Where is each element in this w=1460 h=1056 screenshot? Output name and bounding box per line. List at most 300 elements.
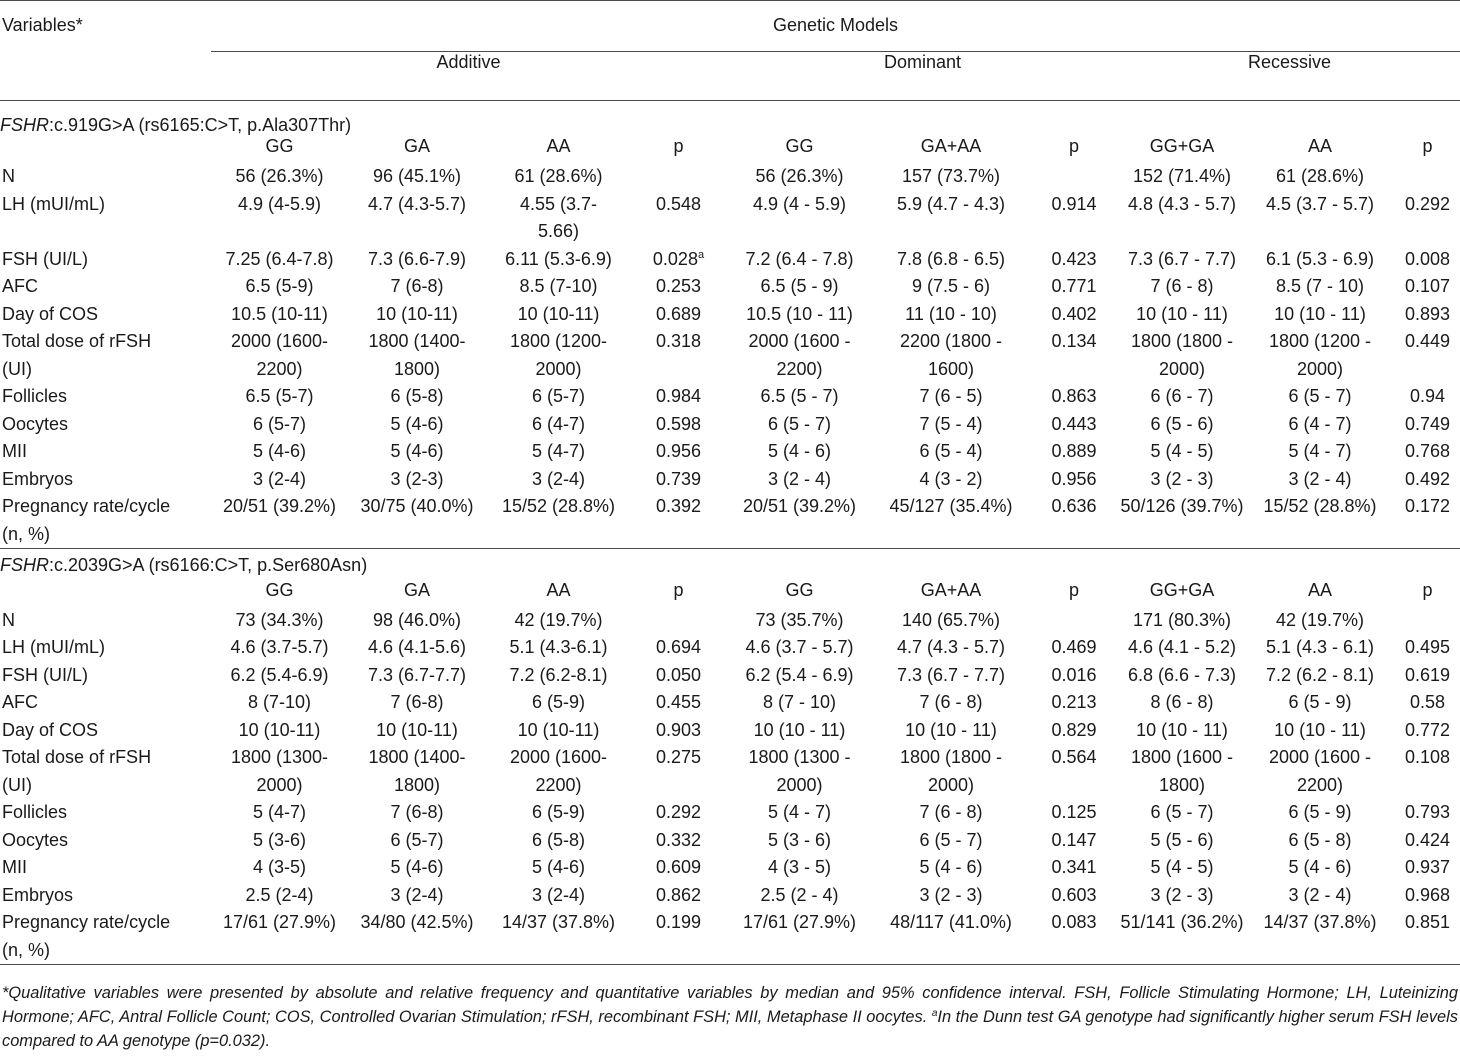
cell-value: 5 (4-6) xyxy=(390,441,444,461)
table-cell xyxy=(1119,273,1245,301)
cell-value: 2000) xyxy=(256,774,303,795)
cell-value: 0.863 xyxy=(1051,386,1097,406)
cell-value: 10 (10-11) xyxy=(376,303,458,324)
cell-value: 0.564 xyxy=(1051,747,1097,767)
row-label-line: (n, %) xyxy=(2,523,51,544)
table-cell xyxy=(1029,191,1119,246)
cell-value: 3 (2 - 3) xyxy=(1150,468,1214,489)
table-cell xyxy=(1245,607,1395,635)
cell-value: 14/37 (37.8%) xyxy=(501,912,616,932)
cell-value: 0.636 xyxy=(1051,496,1097,516)
cell-value: 1800 (1800 - xyxy=(899,747,1003,767)
table-cell xyxy=(1395,191,1460,246)
table-cell xyxy=(1245,634,1395,662)
table-cell xyxy=(1245,328,1395,383)
table-cell xyxy=(873,799,1029,827)
table-cell xyxy=(486,854,631,882)
cell-value: 5 (3 - 6) xyxy=(767,829,832,850)
cell-value: 10.5 (10-11) xyxy=(231,303,328,324)
cell-value: 4.6 (3.7 - 5.7) xyxy=(745,637,854,657)
cell-value: 6 (5-7) xyxy=(390,829,444,850)
table-cell xyxy=(211,191,348,246)
row-label-line: Embryos xyxy=(2,468,74,489)
table-cell xyxy=(1245,466,1395,494)
table-cell xyxy=(726,301,873,329)
table-cell xyxy=(1119,493,1245,549)
cell-value: 0.956 xyxy=(1051,468,1097,489)
table-cell xyxy=(873,909,1029,965)
cell-value: 10 (10-11) xyxy=(238,719,321,740)
table-cell xyxy=(873,438,1029,466)
cell-value: 7.3 (6.6-7.9) xyxy=(367,248,467,269)
cell-value: 61 (28.6%) xyxy=(514,166,603,186)
cell-value: 5 (4 - 5) xyxy=(1150,441,1214,461)
genotype-column-header: p xyxy=(1068,579,1079,600)
row-label-line: AFC xyxy=(2,276,38,296)
cell-value: 10 (10-11) xyxy=(517,719,600,740)
cell-value: 0.772 xyxy=(1405,719,1451,740)
table-cell xyxy=(726,273,873,301)
table-cell xyxy=(1119,689,1245,717)
table-row xyxy=(0,411,1460,439)
cell-value: 6 (5 - 8) xyxy=(1288,829,1352,850)
table-cell xyxy=(1029,163,1119,191)
table-cell xyxy=(348,689,486,717)
table-cell xyxy=(348,717,486,745)
genotype-column-header: p xyxy=(673,579,684,600)
cell-value: 5 (4 - 5) xyxy=(1150,857,1214,877)
table-row xyxy=(0,163,1460,191)
cell-value: 4.6 (3.7-5.7) xyxy=(230,637,329,657)
table-cell xyxy=(211,163,348,191)
cell-value: 50/126 (39.7%) xyxy=(1120,496,1244,516)
table-cell xyxy=(726,411,873,439)
table-cell xyxy=(211,273,348,301)
cell-value: 7 (6-8) xyxy=(390,276,444,296)
table-cell xyxy=(631,163,726,191)
cell-value: 0.469 xyxy=(1051,637,1097,657)
cell-value: 6 (4 - 7) xyxy=(1288,413,1352,434)
row-label xyxy=(0,163,211,191)
cell-value: 5 (4 - 7) xyxy=(767,802,832,822)
genotype-column-header: AA xyxy=(1307,579,1332,600)
cell-value: 7.2 (6.2-8.1) xyxy=(509,664,608,685)
cell-value: 42 (19.7%) xyxy=(1275,609,1365,630)
cell-value: 0.893 xyxy=(1405,303,1451,324)
cell-value: 20/51 (39.2%) xyxy=(742,496,857,516)
cell-value: 7 (6-8) xyxy=(390,802,444,822)
cell-value: 15/52 (28.8%) xyxy=(1263,496,1377,516)
table-cell xyxy=(211,744,348,799)
cell-value: 171 (80.3%) xyxy=(1132,609,1232,630)
table-cell xyxy=(726,493,873,549)
table-cell xyxy=(1395,799,1460,827)
row-label-line: Embryos xyxy=(2,884,74,905)
cell-value: 3 (2-4) xyxy=(390,884,444,905)
table-cell xyxy=(726,383,873,411)
table-cell xyxy=(873,827,1029,855)
cell-value: 1800) xyxy=(1158,774,1206,795)
cell-value: 4.6 (4.1-5.6) xyxy=(367,637,467,657)
cell-value: 2000) xyxy=(1296,358,1344,379)
table-cell xyxy=(211,717,348,745)
row-label xyxy=(0,328,211,383)
cell-value: 0.968 xyxy=(1405,884,1451,905)
table-cell xyxy=(486,799,631,827)
row-label xyxy=(0,301,211,329)
cell-value: 2200) xyxy=(776,358,823,379)
row-label-line: (UI) xyxy=(2,358,32,379)
cell-value: 0.392 xyxy=(655,496,702,516)
table-cell xyxy=(486,383,631,411)
section-rs6165 xyxy=(0,101,1460,549)
cell-value: 9 (7.5 - 6) xyxy=(911,276,991,296)
table-cell xyxy=(873,328,1029,383)
cell-value: 10 (10-11) xyxy=(376,719,458,740)
table-cell xyxy=(486,191,631,246)
cell-value: 6.5 (5 - 9) xyxy=(760,276,839,296)
cell-value: 20/51 (39.2%) xyxy=(222,496,337,516)
snp-title-row xyxy=(0,101,1460,137)
row-label xyxy=(0,493,211,549)
cell-value: 0.125 xyxy=(1051,802,1097,822)
cell-value: 6.8 (6.6 - 7.3) xyxy=(1127,664,1237,685)
cell-value: 11 (10 - 10) xyxy=(905,303,997,324)
row-label-line: Follicles xyxy=(2,802,68,822)
cell-value: 1800) xyxy=(393,774,441,795)
table-cell xyxy=(1395,411,1460,439)
cell-value: 4 (3 - 2) xyxy=(919,468,983,489)
table-cell xyxy=(486,163,631,191)
cell-value: 0.107 xyxy=(1405,276,1451,296)
cell-value: 2000) xyxy=(776,774,823,795)
table-cell xyxy=(1029,634,1119,662)
table-cell xyxy=(631,383,726,411)
table-cell xyxy=(873,662,1029,690)
cell-value: 0.050 xyxy=(655,664,702,685)
table-cell xyxy=(726,607,873,635)
table-cell xyxy=(486,301,631,329)
table-cell xyxy=(211,634,348,662)
table-cell xyxy=(873,191,1029,246)
table-cell xyxy=(1395,744,1460,799)
cell-value: 0.083 xyxy=(1051,912,1097,932)
table-cell xyxy=(486,328,631,383)
cell-value: 7.3 (6.7 - 7.7) xyxy=(1127,248,1237,269)
cell-value: 0.851 xyxy=(1405,912,1451,932)
cell-value: 1800 (1600 - xyxy=(1130,747,1234,767)
table-cell xyxy=(1029,438,1119,466)
table-row xyxy=(0,273,1460,301)
cell-value: 5.9 (4.7 - 4.3) xyxy=(896,193,1006,214)
table-cell xyxy=(1119,634,1245,662)
table-cell xyxy=(631,466,726,494)
table-cell xyxy=(211,607,348,635)
genotype-header-row xyxy=(0,136,1460,163)
row-label-line: Oocytes xyxy=(2,413,69,434)
cell-value: 6.2 (5.4-6.9) xyxy=(230,664,329,685)
cell-value: 73 (34.3%) xyxy=(235,609,324,630)
table-cell xyxy=(1119,827,1245,855)
table-cell xyxy=(1119,301,1245,329)
row-label xyxy=(0,191,211,246)
cell-value: 98 (46.0%) xyxy=(372,609,462,630)
table-cell xyxy=(873,383,1029,411)
table-cell xyxy=(631,882,726,910)
table-cell xyxy=(1029,717,1119,745)
table-cell xyxy=(1395,854,1460,882)
table-cell xyxy=(1119,662,1245,690)
table-cell xyxy=(1245,882,1395,910)
table-cell xyxy=(631,493,726,549)
table-cell xyxy=(873,634,1029,662)
cell-value: 5 (4-7) xyxy=(252,802,306,822)
cell-value: 5 (4-6) xyxy=(252,441,306,461)
snp-title xyxy=(0,101,1460,137)
cell-value: 0.318 xyxy=(655,331,702,351)
cell-value: 0.028 xyxy=(652,248,698,269)
cell-value: 10 (10 - 11) xyxy=(1136,719,1228,740)
table-cell xyxy=(1029,744,1119,799)
cell-value: 45/127 (35.4%) xyxy=(889,496,1013,516)
cell-value: 1800 (1300- xyxy=(230,747,329,767)
cell-value: 5 (3-6) xyxy=(252,829,306,850)
table-cell xyxy=(1029,383,1119,411)
table-cell xyxy=(211,662,348,690)
cell-value: 6 (5-8) xyxy=(531,829,585,850)
cell-value: 0.443 xyxy=(1051,413,1097,434)
cell-value: 6 (5-7) xyxy=(252,413,306,434)
table-cell xyxy=(1395,246,1460,274)
cell-value: 42 (19.7%) xyxy=(514,609,603,630)
table-cell xyxy=(486,689,631,717)
cell-value: 2.5 (2-4) xyxy=(245,884,314,905)
table-cell xyxy=(348,466,486,494)
cell-value: 6.1 (5.3 - 6.9) xyxy=(1265,248,1375,269)
cell-value: 4.55 (3.7- xyxy=(519,193,598,214)
cell-value: 4.8 (4.3 - 5.7) xyxy=(1127,193,1237,214)
table-cell xyxy=(1245,827,1395,855)
cell-value: 6 (5 - 7) xyxy=(1150,802,1214,822)
row-label xyxy=(0,854,211,882)
variant-name: :c.919G>A (rs6165:C>T, p.Ala307Thr) xyxy=(49,115,352,135)
table-cell xyxy=(631,662,726,690)
cell-value: 3 (2 - 4) xyxy=(1288,468,1352,489)
table-cell xyxy=(1395,689,1460,717)
genotype-column-header: GA xyxy=(403,136,430,156)
table-cell xyxy=(1245,493,1395,549)
cell-value: 0.58 xyxy=(1410,692,1446,712)
table-cell xyxy=(1119,717,1245,745)
cell-value: 0.749 xyxy=(1405,413,1451,434)
genotype-column-header: GG xyxy=(265,579,294,600)
cell-value: 2200) xyxy=(1296,774,1344,795)
row-label xyxy=(0,438,211,466)
genotype-header-row xyxy=(0,580,1460,607)
table-row xyxy=(0,634,1460,662)
cell-value: 73 (35.7%) xyxy=(755,609,844,630)
cell-value: 140 (65.7%) xyxy=(901,609,1001,630)
cell-value: 1800 (1200- xyxy=(509,331,608,351)
table-row xyxy=(0,689,1460,717)
table-row xyxy=(0,607,1460,635)
table-cell xyxy=(873,493,1029,549)
cell-value: 2000) xyxy=(1158,358,1206,379)
table-cell xyxy=(1245,191,1395,246)
footnote-marker: a xyxy=(931,1008,938,1019)
cell-value: 0.689 xyxy=(655,303,702,324)
cell-value: 56 (26.3%) xyxy=(755,166,844,186)
cell-value: 0.609 xyxy=(655,857,702,877)
cell-value: 5 (4-7) xyxy=(531,441,585,461)
genotype-column-header: p xyxy=(1068,136,1079,156)
cell-value: 5 (4-6) xyxy=(531,857,585,877)
cell-value: 6 (5 - 9) xyxy=(1288,802,1352,822)
table-cell xyxy=(1029,246,1119,274)
table-row xyxy=(0,246,1460,274)
table-cell xyxy=(726,163,873,191)
row-label-line: N xyxy=(2,609,15,630)
table-cell xyxy=(486,744,631,799)
table-cell xyxy=(1029,411,1119,439)
cell-value: 10.5 (10 - 11) xyxy=(746,303,853,324)
table-cell xyxy=(631,854,726,882)
table-cell xyxy=(486,717,631,745)
table-cell xyxy=(1119,163,1245,191)
cell-value: 1800 (1800 - xyxy=(1130,331,1234,351)
row-label-line: (n, %) xyxy=(2,939,51,960)
table-cell xyxy=(1119,882,1245,910)
table-cell xyxy=(1119,383,1245,411)
table-cell xyxy=(348,411,486,439)
table-row xyxy=(0,854,1460,882)
cell-value: 7 (6 - 5) xyxy=(919,386,983,406)
table-row xyxy=(0,882,1460,910)
genotype-column-header: GA xyxy=(403,579,430,600)
table-cell xyxy=(1395,662,1460,690)
row-label-line: Pregnancy rate/cycle xyxy=(2,496,171,516)
table-cell xyxy=(1245,799,1395,827)
cell-value: 5 (4 - 6) xyxy=(1288,857,1352,877)
footnote-text-2: In the Dunn test GA genotype had significantly higher serum FSH levels compared to AA genotype (p=0.032). xyxy=(2,1008,1458,1050)
table-cell xyxy=(631,799,726,827)
table-cell xyxy=(1119,744,1245,799)
genotype-column-header: AA xyxy=(1307,136,1332,156)
genetic-models-heading: Genetic Models xyxy=(211,1,1460,52)
table-cell xyxy=(1029,799,1119,827)
cell-value: 7.3 (6.7 - 7.7) xyxy=(896,664,1006,685)
cell-value: 0.914 xyxy=(1051,193,1097,214)
table-cell xyxy=(348,909,486,965)
cell-value: 2.5 (2 - 4) xyxy=(760,884,839,905)
genotype-column-header: GG xyxy=(785,579,814,600)
cell-value: 0.172 xyxy=(1405,496,1451,516)
table-cell xyxy=(348,493,486,549)
table-cell xyxy=(1029,689,1119,717)
cell-value: 2000) xyxy=(535,358,582,379)
table-cell xyxy=(631,827,726,855)
table-cell xyxy=(211,827,348,855)
table-cell xyxy=(873,882,1029,910)
cell-value: 30/75 (40.0%) xyxy=(360,496,474,516)
cell-value: 7.2 (6.2 - 8.1) xyxy=(1265,664,1375,685)
cell-value: 0.903 xyxy=(655,719,702,740)
row-label-line: N xyxy=(2,166,15,186)
table-cell xyxy=(1119,466,1245,494)
cell-value: 3 (2-4) xyxy=(531,884,585,905)
cell-value: 3 (2 - 3) xyxy=(919,884,983,905)
cell-value: 0.423 xyxy=(1051,248,1097,269)
row-label-line: LH (mUI/mL) xyxy=(2,637,105,657)
table-cell xyxy=(873,163,1029,191)
row-label xyxy=(0,799,211,827)
cell-value: 6.5 (5 - 7) xyxy=(760,386,839,406)
cell-value: 10 (10 - 11) xyxy=(905,719,997,740)
table-cell xyxy=(348,634,486,662)
table-cell xyxy=(1245,411,1395,439)
genotype-column-header: p xyxy=(1422,136,1433,156)
cell-value: 7.2 (6.4 - 7.8) xyxy=(745,248,854,269)
table-cell xyxy=(1395,909,1460,965)
cell-value: 8 (7-10) xyxy=(247,692,312,712)
row-label xyxy=(0,383,211,411)
table-cell xyxy=(631,909,726,965)
row-label-line: FSH (UI/L) xyxy=(2,248,89,269)
table-cell xyxy=(631,634,726,662)
table-cell xyxy=(1245,438,1395,466)
table-cell xyxy=(1029,607,1119,635)
row-label-line: FSH (UI/L) xyxy=(2,664,89,685)
cell-value: 4.9 (4-5.9) xyxy=(237,193,322,214)
cell-value: 10 (10 - 11) xyxy=(753,719,846,740)
table-cell xyxy=(1119,411,1245,439)
gene-name: FSHR xyxy=(0,115,49,135)
cell-value: 0.862 xyxy=(655,884,702,905)
table-cell xyxy=(873,689,1029,717)
table-row xyxy=(0,466,1460,494)
table-cell xyxy=(873,273,1029,301)
genotype-column-header: GA+AA xyxy=(920,579,982,600)
cell-value: 1800 (1400- xyxy=(368,331,466,351)
table-cell xyxy=(486,493,631,549)
table-cell xyxy=(1245,744,1395,799)
table-cell xyxy=(211,799,348,827)
cell-value: 0.492 xyxy=(1405,468,1451,489)
table-cell xyxy=(1395,493,1460,549)
gene-name: FSHR xyxy=(0,555,49,575)
genotype-column-header: GG+GA xyxy=(1149,579,1215,600)
cell-value: 2000) xyxy=(927,774,975,795)
genotype-column-header: AA xyxy=(546,579,571,600)
table-cell xyxy=(1029,273,1119,301)
cell-value: 7.8 (6.8 - 6.5) xyxy=(896,248,1006,269)
row-label-line: Pregnancy rate/cycle xyxy=(2,912,171,932)
cell-value: 0.449 xyxy=(1405,331,1451,351)
table-cell xyxy=(1119,909,1245,965)
table-cell xyxy=(1245,383,1395,411)
table-cell xyxy=(1029,909,1119,965)
table-cell xyxy=(348,438,486,466)
cell-value: 0.694 xyxy=(655,637,702,657)
table-cell xyxy=(1395,383,1460,411)
row-label-line: Total dose of rFSH xyxy=(2,331,152,351)
table-cell xyxy=(486,634,631,662)
table-cell xyxy=(348,383,486,411)
cell-value: 4.6 (4.1 - 5.2) xyxy=(1127,637,1237,657)
cell-value: 3 (2 - 4) xyxy=(1288,884,1352,905)
table-cell xyxy=(348,246,486,274)
cell-value: 0.008 xyxy=(1405,248,1451,269)
